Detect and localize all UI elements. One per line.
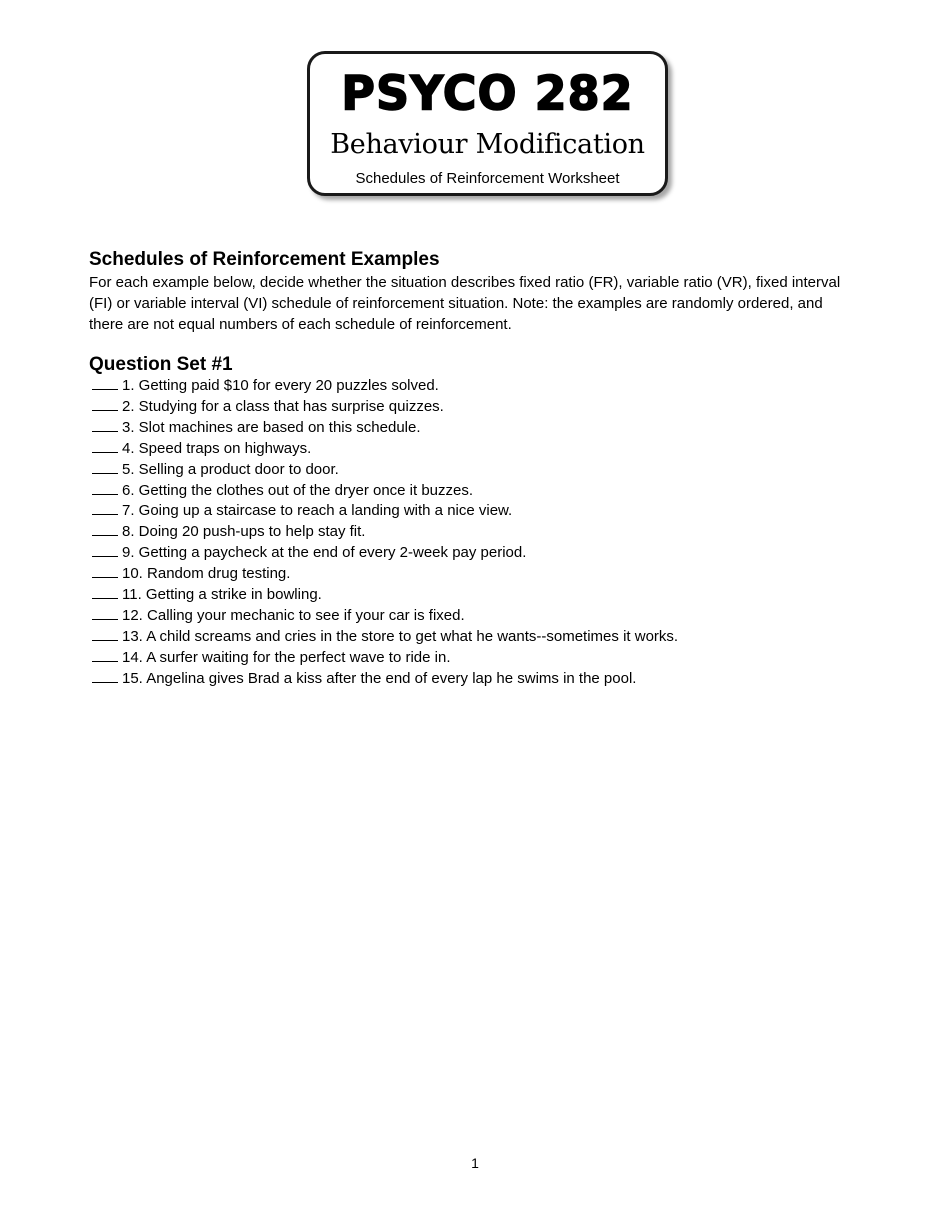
question-item xyxy=(92,648,678,669)
answer-blank[interactable] xyxy=(92,586,118,599)
question-text: 12. Calling your mechanic to see if your car is fixed. xyxy=(122,606,465,624)
question-item xyxy=(92,669,678,690)
question-item xyxy=(92,522,678,543)
question-item xyxy=(92,376,678,397)
question-item xyxy=(92,564,678,585)
question-item xyxy=(92,585,678,606)
question-item xyxy=(92,501,678,522)
question-item xyxy=(92,397,678,418)
question-text: 3. Slot machines are based on this schedule. xyxy=(122,418,421,436)
question-item xyxy=(92,481,678,502)
question-text: 10. Random drug testing. xyxy=(122,565,291,583)
answer-blank[interactable] xyxy=(92,607,118,620)
answer-blank[interactable] xyxy=(92,502,118,515)
answer-blank[interactable] xyxy=(92,440,118,453)
answer-blank[interactable] xyxy=(92,419,118,432)
question-text: 11. Getting a strike in bowling. xyxy=(122,586,322,604)
instructions-paragraph: For each example below, decide whether the situation describes fixed ratio (FR), variable ratio (VR), fixed interval (FI) or variable interval (VI) schedule of reinforcement situation. Note: the examples are randomly ordered, and there are not equal numbers of each schedule of reinforcement. xyxy=(89,274,841,333)
answer-blank[interactable] xyxy=(92,670,118,683)
question-item xyxy=(92,627,678,648)
question-text: 14. A surfer waiting for the perfect wave to ride in. xyxy=(122,648,451,666)
answer-blank[interactable] xyxy=(92,398,118,411)
answer-blank[interactable] xyxy=(92,544,118,557)
question-text: 13. A child screams and cries in the store to get what he wants--sometimes it works. xyxy=(122,627,679,645)
answer-blank[interactable] xyxy=(92,565,118,578)
answer-blank[interactable] xyxy=(92,482,118,495)
course-code: PSYCO 282 xyxy=(341,65,634,121)
question-item xyxy=(92,543,678,564)
answer-blank[interactable] xyxy=(92,461,118,474)
question-text: 8. Doing 20 push-ups to help stay fit. xyxy=(122,523,366,541)
question-text: 4. Speed traps on highways. xyxy=(122,439,312,457)
question-text: 2. Studying for a class that has surprise quizzes. xyxy=(122,397,444,415)
question-item xyxy=(92,418,678,439)
question-list xyxy=(92,376,678,690)
section-heading: Schedules of Reinforcement Examples xyxy=(89,249,440,270)
answer-blank[interactable] xyxy=(92,377,118,390)
answer-blank[interactable] xyxy=(92,649,118,662)
question-text: 9. Getting a paycheck at the end of every 2-week pay period. xyxy=(122,544,527,562)
page-number: 1 xyxy=(471,1155,479,1171)
answer-blank[interactable] xyxy=(92,523,118,536)
question-text: 15. Angelina gives Brad a kiss after the end of every lap he swims in the pool. xyxy=(122,669,637,687)
question-item xyxy=(92,439,678,460)
question-text: 1. Getting paid $10 for every 20 puzzles solved. xyxy=(122,377,439,394)
question-text: 6. Getting the clothes out of the dryer once it buzzes. xyxy=(122,481,474,499)
question-set-heading: Question Set #1 xyxy=(89,354,233,375)
question-text: 5. Selling a product door to door. xyxy=(122,460,339,478)
course-name: Behaviour Modification xyxy=(330,129,645,160)
question-item xyxy=(92,460,678,481)
title-box xyxy=(307,51,668,196)
worksheet-subtitle: Schedules of Reinforcement Worksheet xyxy=(355,170,620,187)
answer-blank[interactable] xyxy=(92,628,118,641)
question-text: 7. Going up a staircase to reach a landing with a nice view. xyxy=(122,502,513,520)
question-item xyxy=(92,606,678,627)
